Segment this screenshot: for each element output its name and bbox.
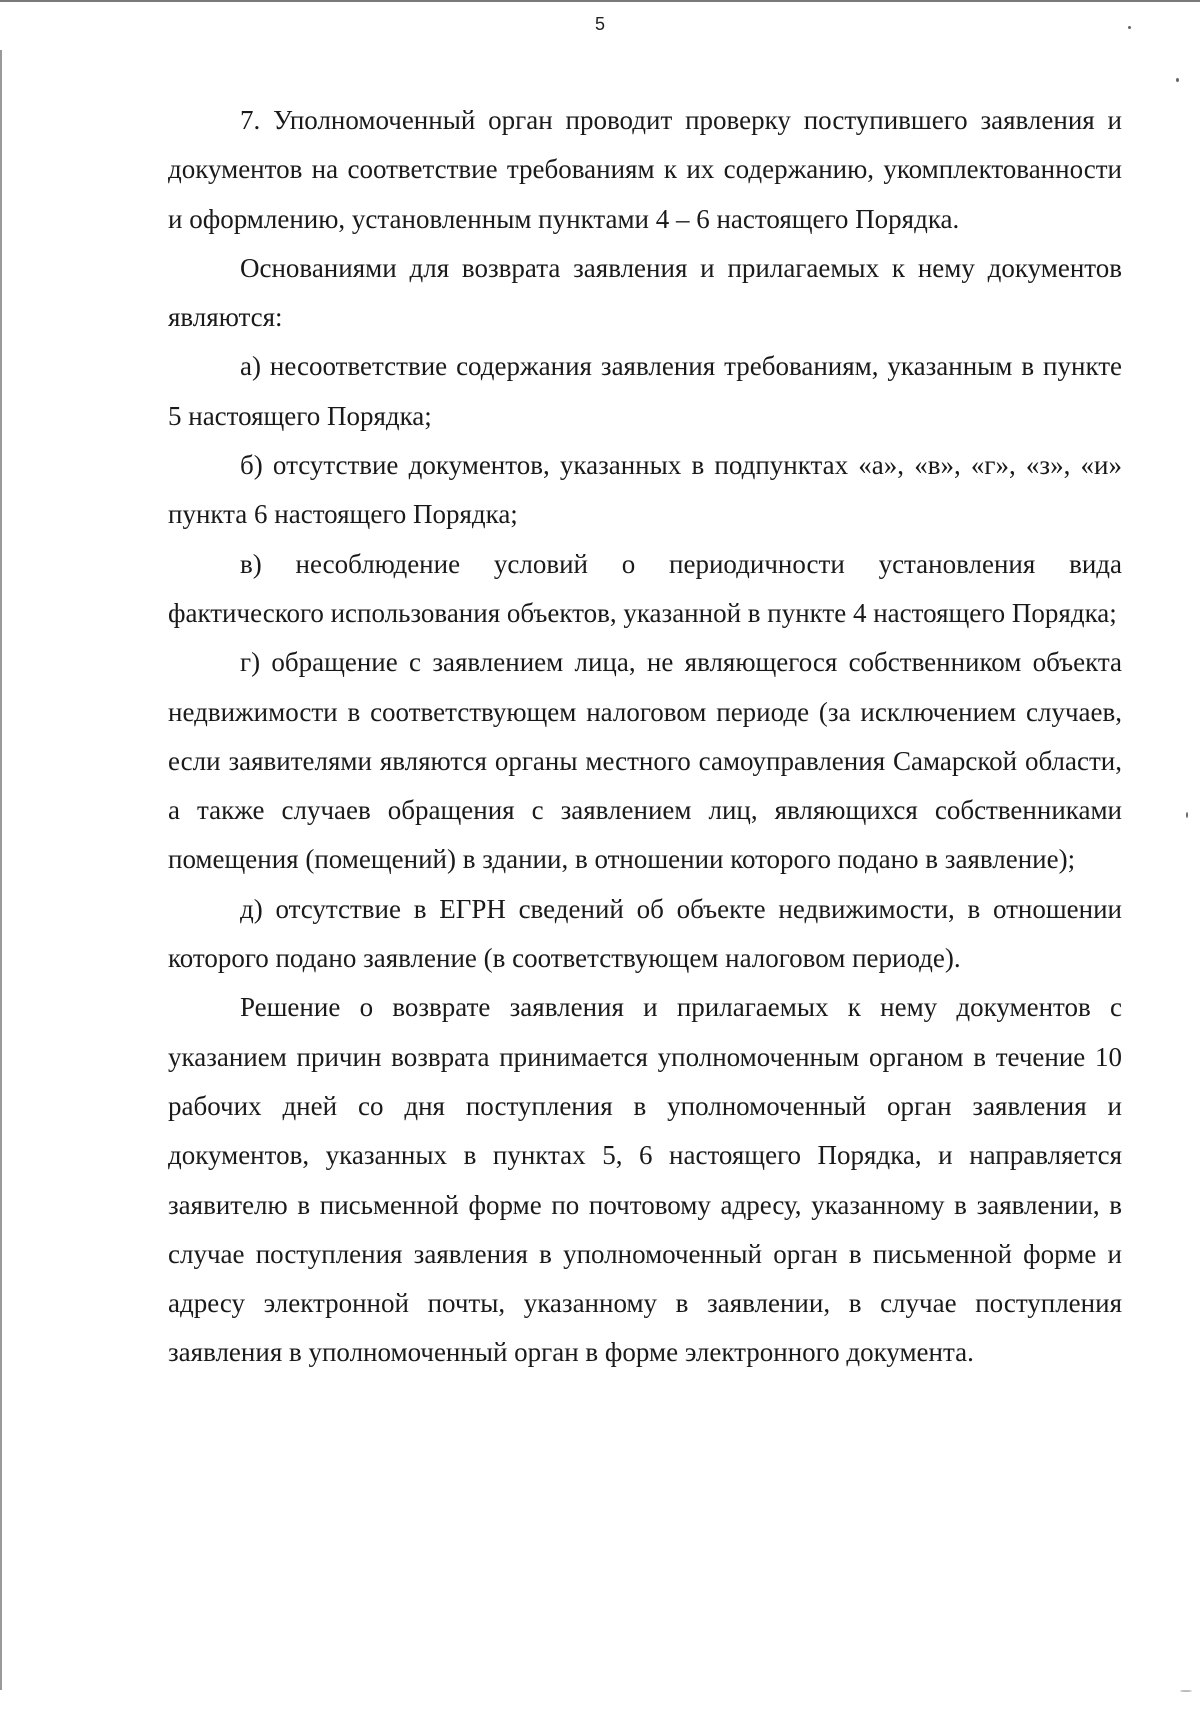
list-item-g: г) обращение с заявлением лица, не являющегося собственником объекта недвижимости в соответствующем налоговом периоде (за исключением случаев, если заявителями являются органы местного самоуправления Самарской области, а также случаев обращения с заявлением лиц, являющихся собственниками помещения (помещений) в здании, в отношении которого подано в заявление); bbox=[168, 647, 1122, 875]
scan-speck bbox=[1180, 1690, 1192, 1692]
scan-speck bbox=[1176, 78, 1179, 82]
scan-left-edge bbox=[0, 50, 2, 1690]
paragraph-return-decision: Решение о возврате заявления и прилагаемых к нему документов с указанием причин возврата принимается уполномоченным органом в течение 10 рабочих дней со дня поступления в уполномоченный орган заявления и документов, указанных в пунктах 5, 6 настоящего Порядка, и направляется заявителю в письменной форме по почтовому адресу, указанному в заявлении, в случае поступления заявления в уполномоченный орган в письменной форме и адресу электронной почты, указанному в заявлении, в случае поступления заявления в уполномоченный орган в форме электронного документа. bbox=[168, 992, 1122, 1368]
document-body bbox=[168, 96, 1122, 1378]
list-item-a: а) несоответствие содержания заявления требованиям, указанным в пункте 5 настоящего Порядка; bbox=[168, 351, 1122, 431]
scan-speck bbox=[1128, 26, 1131, 29]
paragraph-return-grounds: Основаниями для возврата заявления и прилагаемых к нему документов являются: bbox=[168, 252, 1122, 333]
list-item-v: в) несоблюдение условий о периодичности установления вида фактического использования объектов, указанной в пункте 4 настоящего Порядка; bbox=[168, 548, 1122, 628]
paragraph-7-verification: 7. Уполномоченный орган проводит проверку поступившего заявления и документов на соответствие требованиям к их содержанию, укомплектованности и оформлению, установленным пунктами 4 – 6 настоящего Порядка. bbox=[168, 105, 1122, 234]
page-number: 5 bbox=[594, 14, 605, 34]
list-item-b: б) отсутствие документов, указанных в подпунктах «а», «в», «г», «з», «и» пункта 6 настоящего Порядка; bbox=[168, 450, 1122, 530]
scan-top-edge bbox=[0, 0, 1200, 2]
list-item-d: д) отсутствие в ЕГРН сведений об объекте недвижимости, в отношении которого подано заявление (в соответствующем налоговом периоде). bbox=[168, 893, 1122, 974]
scan-speck bbox=[1186, 812, 1188, 818]
